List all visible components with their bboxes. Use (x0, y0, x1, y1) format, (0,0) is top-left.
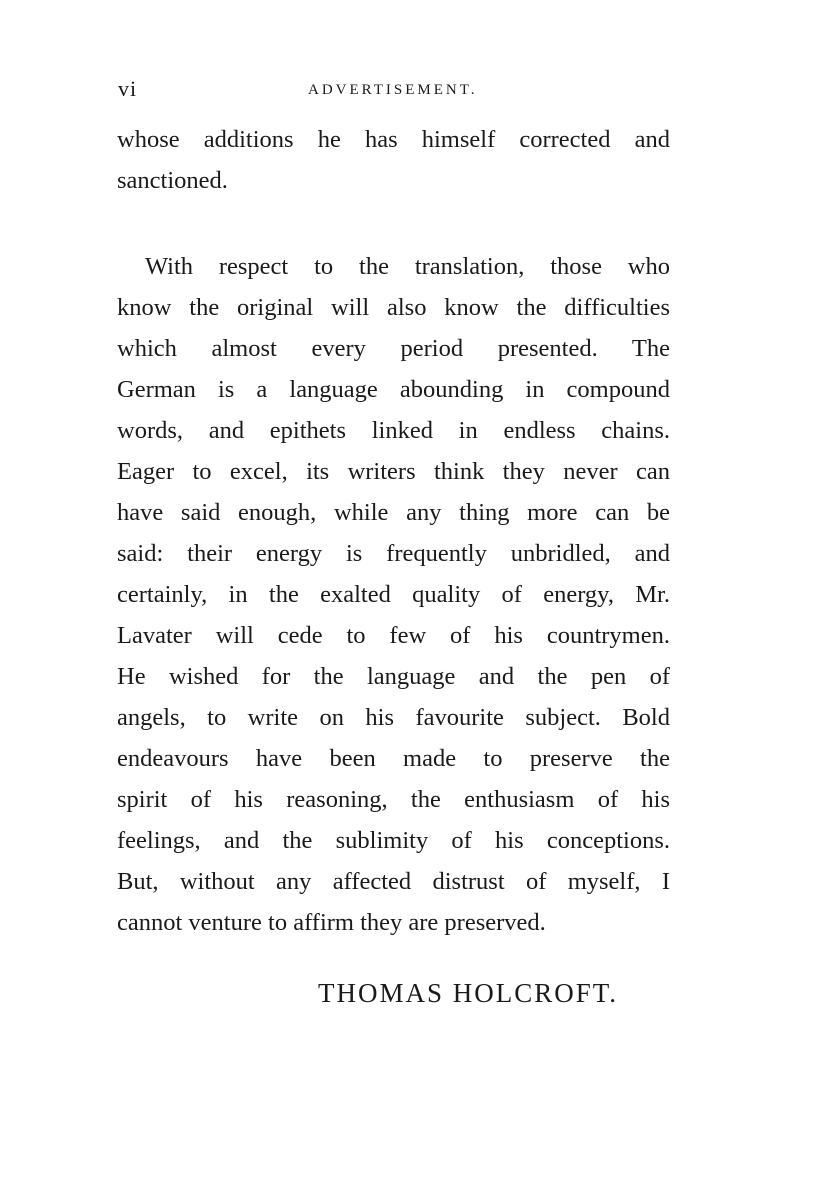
text-line: German is a language abounding in compound (117, 376, 670, 403)
text-line: endeavours have been made to preserve the (117, 745, 670, 772)
text-line: certainly, in the exalted quality of energy, Mr. (117, 581, 670, 608)
running-head (118, 76, 678, 106)
text-line: know the original will also know the difficulties (117, 294, 670, 321)
text-line: With respect to the translation, those who (145, 253, 670, 280)
text-line: He wished for the language and the pen of (117, 663, 670, 690)
paragraph-2 (117, 246, 670, 943)
text-line: angels, to write on his favourite subject. Bold (117, 704, 670, 731)
text-line: feelings, and the sublimity of his conceptions. (117, 827, 670, 854)
text-line: spirit of his reasoning, the enthusiasm of his (117, 786, 670, 813)
text-line: whose additions he has himself corrected and (117, 126, 670, 153)
author-signature: THOMAS HOLCROFT. (318, 978, 619, 1008)
text-line: But, without any affected distrust of myself, I (117, 868, 670, 895)
text-line: said: their energy is frequently unbridled, and (117, 540, 670, 567)
text-line: have said enough, while any thing more can be (117, 499, 670, 526)
text-line: sanctioned. (117, 167, 228, 194)
text-line: which almost every period presented. The (117, 335, 670, 362)
running-head-title: ADVERTISEMENT. (308, 82, 478, 98)
text-line: Eager to excel, its writers think they never can (117, 458, 670, 485)
paragraph-1 (117, 119, 670, 201)
text-line: cannot venture to affirm they are preserved. (117, 909, 546, 936)
page-number: vi (118, 76, 138, 101)
text-line: words, and epithets linked in endless chains. (117, 417, 670, 444)
text-line: Lavater will cede to few of his countrymen. (117, 622, 670, 649)
